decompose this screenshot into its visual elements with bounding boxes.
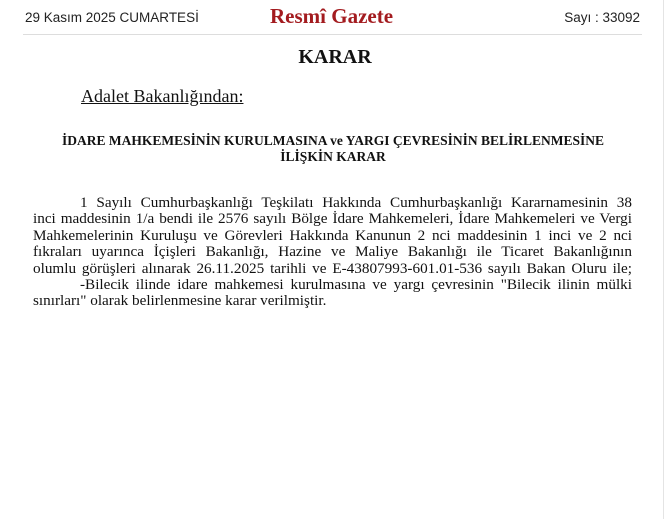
decision-title: [33, 133, 633, 165]
decision-body: [33, 195, 632, 310]
gazette-logo-title[interactable]: Resmî Gazete: [270, 4, 394, 28]
body-line: sınırları" olarak belirlenmesine karar verilmiştir.: [33, 292, 327, 310]
issue-date: 29 Kasım 2025 CUMARTESİ: [25, 10, 199, 25]
gazette-header: [23, 0, 642, 35]
document-heading: KARAR: [298, 46, 372, 68]
issue-number: Sayı : 33092: [564, 10, 640, 25]
body-line: -Bilecik ilinde idare mahkemesi kurulmasına ve yargı çevresinin "Bilecik ilinin mülki: [80, 276, 632, 294]
page-edge-divider: [663, 0, 664, 519]
body-line: Mahkemelerinin Kuruluşu ve Görevleri Hakkında Kanunun 2 nci maddesinin 1 inci ve 2 nci: [33, 226, 632, 244]
title-line: İLİŞKİN KARAR: [280, 149, 386, 164]
body-line: inci maddesinin 1/a bendi ile 2576 sayılı Bölge İdare Mahkemeleri, İdare Mahkemeleri ve Vergi: [33, 210, 632, 228]
title-line: İDARE MAHKEMESİNİN KURULMASINA ve YARGI ÇEVRESİNİN BELİRLENMESİNE: [61, 133, 605, 148]
body-line: 1 Sayılı Cumhurbaşkanlığı Teşkilatı Hakkında Cumhurbaşkanlığı Kararnamesinin 38: [80, 194, 632, 211]
issuing-ministry: Adalet Bakanlığından:: [81, 86, 244, 106]
body-line: olumlu görüşleri alınarak 26.11.2025 tarihli ve E-43807993-601.01-536 sayılı Bakan Oluru ile;: [33, 259, 632, 277]
body-line: fıkraları uyarınca İçişleri Bakanlığı, Hazine ve Maliye Bakanlığı ile Ticaret Bakanlığının: [33, 243, 632, 261]
